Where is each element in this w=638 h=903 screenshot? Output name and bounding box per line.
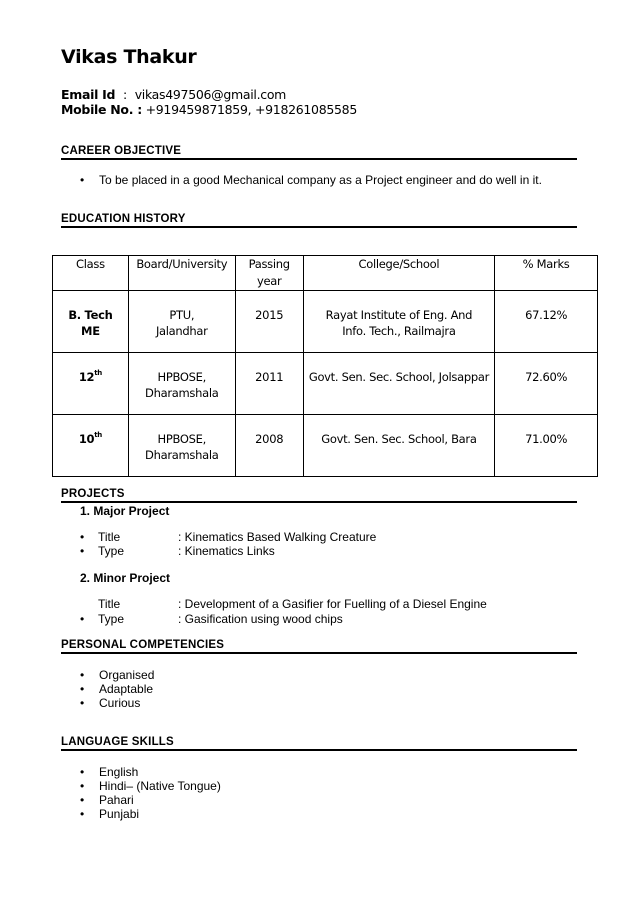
bullet-icon: • [80, 530, 85, 544]
list-item: Organised [99, 668, 155, 682]
list-item: Pahari [99, 793, 134, 807]
class-cell: 12th [53, 353, 129, 415]
marks-cell: 72.60% [495, 353, 598, 415]
year-cell: 2011 [235, 353, 303, 415]
column-header: % Marks [495, 256, 598, 291]
projects-heading: PROJECTS [61, 488, 577, 503]
bullet-icon: • [80, 682, 85, 696]
competencies-heading: PERSONAL COMPETENCIES [61, 639, 577, 654]
class-cell: B. Tech ME [53, 291, 129, 353]
list-item: Punjabi [99, 807, 140, 821]
class-cell: 10th [53, 415, 129, 477]
email-label: Email Id [61, 87, 116, 102]
resume-page: Vikas Thakur Email Id : vikas497506@gmail.com Mobile No. : +919459871859, +918261085585 CAREER OBJECTIVE • To be placed in a good Mechanical company as a Project engineer and do well in it. EDUCATION HISTORY Class Board/University Passing year College/School % Marks B. Tech ME PTU, Jalandhar 2015 Rayat Institute of Eng. And Info. Tech., Railmajra 67.12% 12th HPBOSE, Dharamshala 2011 Govt. Sen. Sec. School, Jolsappar 72.60% 10th HPBOSE, Dharamshala 2008 Govt. Sen. Sec. School, Bara 71.00% PROJECTS 1. Major Project • Title : Kinematics Based Walking Creature • Type : Kinematics Links 2. Minor Project Title : Development of a Gasifier for Fuelling of a Diesel Engine • Type : Gasification using wood chips PERSONAL COMPETENCIES • Organised • Adaptable • Curious LANGUAGE SKILLS • English • Hindi– (Native Tongue) • Pahari • Punjabi [0, 0, 638, 903]
list-item: English [99, 765, 139, 779]
table-row [53, 415, 598, 477]
list-item: Curious [99, 696, 141, 710]
marks-cell: 71.00% [495, 415, 598, 477]
email-line [61, 87, 286, 102]
mobile-label: Mobile No. : [61, 102, 142, 117]
table-row [53, 291, 598, 353]
marks-cell: 67.12% [495, 291, 598, 353]
bullet-icon: • [80, 668, 85, 682]
list-item: Adaptable [99, 682, 154, 696]
bullet-icon: • [80, 807, 85, 821]
mobile-line [61, 102, 357, 117]
college-cell: Govt. Sen. Sec. School, Jolsappar [303, 353, 495, 415]
email-value: vikas497506@gmail.com [134, 87, 287, 102]
year-cell: 2015 [235, 291, 303, 353]
email-colon: : [123, 87, 127, 102]
major-project-title: 1. Major Project [80, 504, 170, 518]
column-header: Passing year [235, 256, 303, 291]
languages-heading: LANGUAGE SKILLS [61, 736, 577, 751]
candidate-name: Vikas Thakur [61, 46, 197, 68]
objective-text: To be placed in a good Mechanical company as a Project engineer and do well in it. [99, 173, 542, 187]
table-header-row [53, 256, 598, 291]
bullet-icon: • [80, 779, 85, 793]
bullet-icon: • [80, 612, 85, 626]
education-heading: EDUCATION HISTORY [61, 213, 577, 228]
bullet-icon: • [80, 793, 85, 807]
college-cell: Rayat Institute of Eng. And Info. Tech., Railmajra [303, 291, 495, 353]
bullet-icon: • [80, 544, 85, 558]
table-row [53, 353, 598, 415]
mobile-value: +919459871859, +918261085585 [145, 102, 357, 117]
bullet-icon: • [80, 696, 85, 710]
bullet-icon: • [80, 765, 85, 779]
minor-project-title: 2. Minor Project [80, 571, 171, 585]
board-cell: HPBOSE, Dharamshala [128, 415, 235, 477]
bullet-icon: • [80, 173, 85, 187]
board-cell: HPBOSE, Dharamshala [128, 353, 235, 415]
column-header: Board/University [128, 256, 235, 291]
college-cell: Govt. Sen. Sec. School, Bara [303, 415, 495, 477]
column-header: College/School [303, 256, 495, 291]
education-table [52, 255, 598, 477]
list-item: Hindi– (Native Tongue) [99, 779, 221, 793]
board-cell: PTU, Jalandhar [128, 291, 235, 353]
career-objective-heading: CAREER OBJECTIVE [61, 145, 577, 160]
year-cell: 2008 [235, 415, 303, 477]
column-header: Class [53, 256, 129, 291]
